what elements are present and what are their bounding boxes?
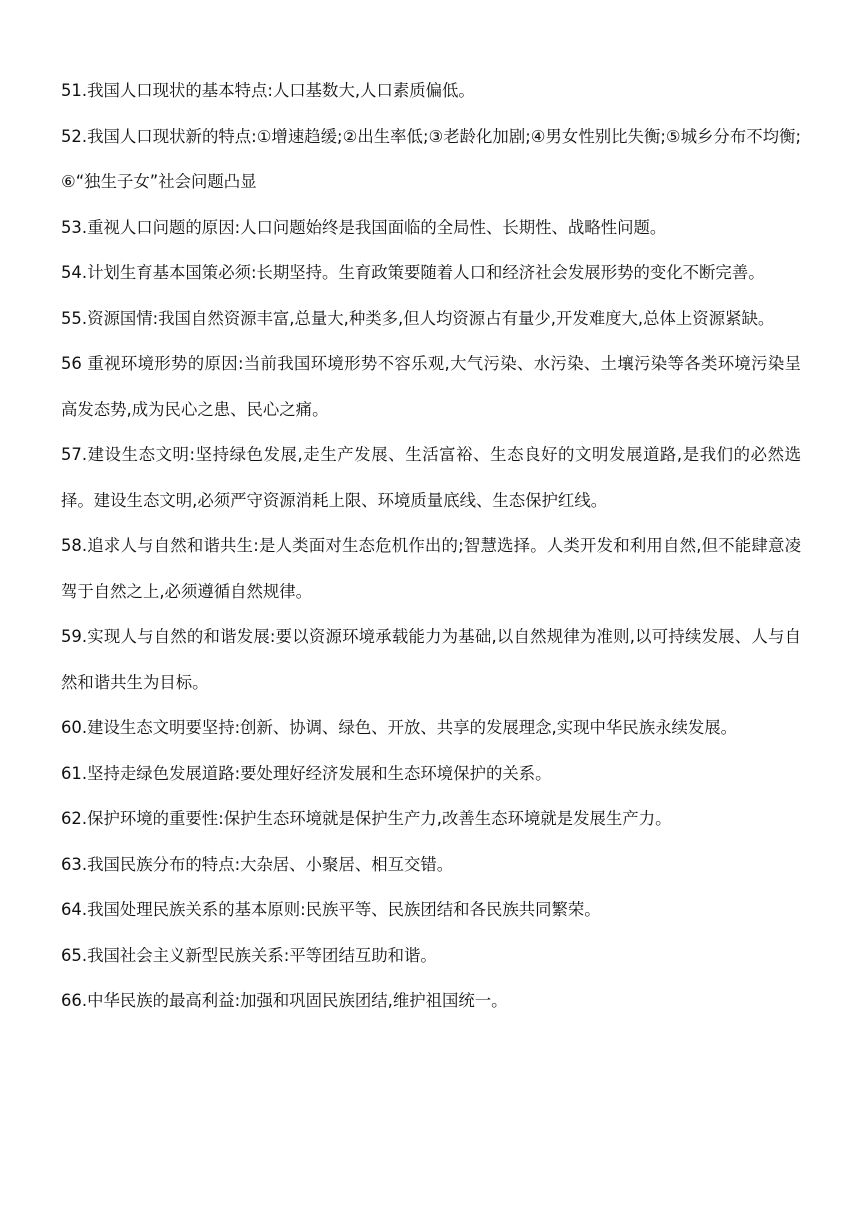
paragraph-55: 55.资源国情:我国自然资源丰富,总量大,种类多,但人均资源占有量少,开发难度大,总体上资源紧缺。 — [61, 308, 775, 328]
paragraph-52: 52.我国人口现状新的特点:①增速趋缓;②出生率低;③老龄化加剧;④男女性别比失衡;⑤城乡分布不均衡;⑥“独生子女”社会问题凸显 — [61, 126, 801, 191]
paragraph-64: 64.我国处理民族关系的基本原则:民族平等、民族团结和各民族共同繁荣。 — [61, 900, 601, 919]
paragraph-54: 54.计划生育基本国策必须:长期坚持。生育政策要随着人口和经济社会发展形势的变化不断完善。 — [61, 263, 765, 282]
paragraph-59: 59.实现人与自然的和谐发展:要以资源环境承载能力为基础,以自然规律为准则,以可持续发展、人与自然和谐共生为目标。 — [61, 627, 801, 692]
paragraph-66: 66.中华民族的最高利益:加强和巩固民族团结,维护祖国统一。 — [61, 991, 508, 1010]
paragraph-63: 63.我国民族分布的特点:大杂居、小聚居、相互交错。 — [61, 854, 454, 874]
paragraph-51: 51.我国人口现状的基本特点:人口基数大,人口素质偏低。 — [61, 81, 475, 100]
paragraph-65: 65.我国社会主义新型民族关系:平等团结互助和谐。 — [61, 945, 437, 965]
paragraph-57: 57.建设生态文明:坚持绿色发展,走生产发展、生活富裕、生态良好的文明发展道路,是我们的必然选择。建设生态文明,必须严守资源消耗上限、环境质量底线、生态保护红线。 — [61, 445, 801, 510]
paragraph-60: 60.建设生态文明要坚持:创新、协调、绿色、开放、共享的发展理念,实现中华民族永续发展。 — [61, 718, 738, 737]
paragraph-58: 58.追求人与自然和谐共生:是人类面对生态危机作出的;智慧选择。人类开发和利用自然,但不能肆意凌驾于自然之上,必须遵循自然规律。 — [61, 536, 801, 601]
document-body — [61, 68, 801, 1024]
paragraph-62: 62.保护环境的重要性:保护生态环境就是保护生产力,改善生态环境就是发展生产力。 — [61, 809, 672, 828]
paragraph-53: 53.重视人口问题的原因:人口问题始终是我国面临的全局性、长期性、战略性问题。 — [61, 217, 667, 237]
paragraph-56: 56 重视环境形势的原因:当前我国环境形势不容乐观,大气污染、水污染、土壤污染等各类环境污染呈高发态势,成为民心之患、民心之痛。 — [61, 354, 801, 419]
paragraph-61: 61.坚持走绿色发展道路:要处理好经济发展和生态环境保护的关系。 — [61, 763, 552, 783]
